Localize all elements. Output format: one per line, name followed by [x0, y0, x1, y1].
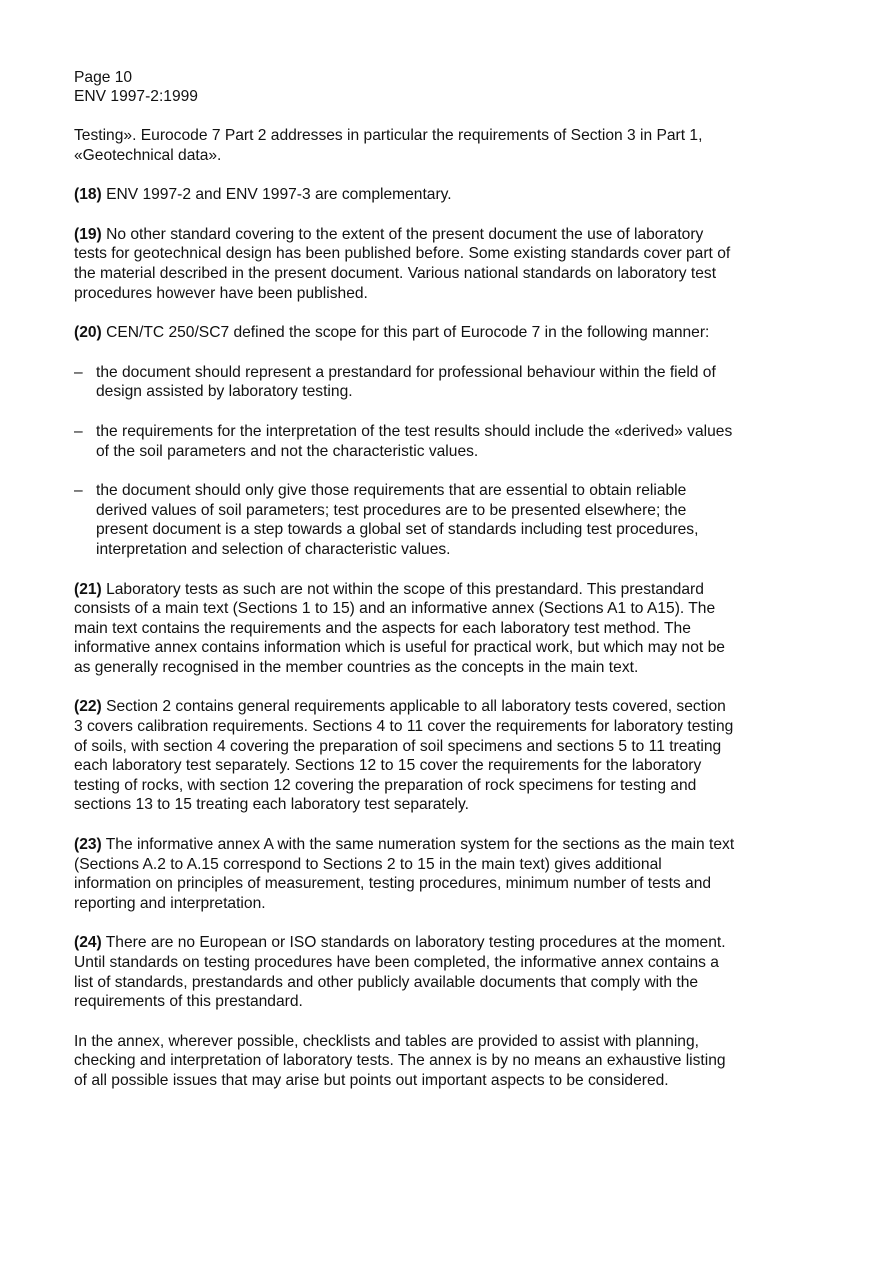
paragraph-18: [74, 185, 738, 205]
paragraph-22: [74, 697, 738, 815]
list-item-text: the requirements for the interpretation of the test results should include the «derived» values of the soil parameters and not the characteristic values.: [96, 422, 733, 460]
list-item-text: the document should represent a prestandard for professional behaviour within the field of design assisted by laboratory testing.: [96, 363, 716, 401]
paragraph-number: (18): [74, 186, 102, 204]
paragraph-20: [74, 323, 738, 343]
paragraph-text: No other standard covering to the extent of the present document the use of laboratory tests for geotechnical design has been published before. Some existing standards cover part of the material described in the present document. Various national standards on laboratory test procedures however have been published.: [74, 225, 731, 302]
list-item-text: the document should only give those requirements that are essential to obtain reliable derived values of soil parameters; test procedures are to be presented elsewhere; the present document is a step towards a global set of standards including test procedures, interpretation and selection of characteristic values.: [96, 482, 699, 558]
paragraph-number: (20): [74, 324, 102, 342]
paragraph-text: The informative annex A with the same numeration system for the sections as the main text (Sections A.2 to A.15 correspond to Sections 2 to 15 in the main text) gives additional information on principles of measurement, testing procedures, minimum number of tests and reporting and interpretation.: [74, 836, 735, 912]
scope-list: [74, 363, 738, 560]
list-item: [74, 422, 738, 461]
paragraph-text: There are no European or ISO standards on laboratory testing procedures at the moment. Until standards on testing procedures have been completed, the informative annex contains a list of standards, prestandards and other publicly available documents that comply with the requirements of this prestandard.: [74, 934, 726, 1011]
paragraph-number: (19): [74, 225, 102, 243]
paragraph-17-continued: Testing». Eurocode 7 Part 2 addresses in particular the requirements of Section 3 in Part 1, «Geotechnical data».: [74, 127, 703, 164]
paragraph-number: (23): [74, 836, 102, 854]
paragraph-number: (21): [74, 580, 102, 598]
paragraph-23: [74, 835, 738, 913]
paragraph-21: [74, 580, 738, 678]
page-number: Page 10: [74, 69, 133, 86]
list-item: [74, 481, 738, 559]
paragraph-text: Section 2 contains general requirements applicable to all laboratory tests covered, section 3 covers calibration requirements. Sections 4 to 11 cover the requirements for laboratory testing of soils, with section 4 covering the preparation of soil specimens and sections 5 to 11 treating each laboratory test separately. Sections 12 to 15 cover the requirements for the laboratory testing of rocks, with section 12 covering the preparation of rock specimens for testing and sections 13 to 15 treating each laboratory test separately.: [74, 698, 734, 814]
paragraph-final: In the annex, wherever possible, checklists and tables are provided to assist with planning, checking and interpretation of laboratory tests. The annex is by no means an exhaustive listing of all possible issues that may arise but points out important aspects to be considered.: [74, 1032, 726, 1089]
paragraph-number: (24): [74, 934, 102, 952]
paragraph-number: (22): [74, 698, 102, 716]
paragraph-text: ENV 1997-2 and ENV 1997-3 are complementary.: [101, 186, 452, 204]
page-header: [74, 68, 738, 106]
paragraph-text: CEN/TC 250/SC7 defined the scope for this part of Eurocode 7 in the following manner:: [101, 324, 710, 342]
standard-code: ENV 1997-2:1999: [74, 88, 198, 105]
paragraph-19: [74, 225, 738, 303]
paragraph-text: Laboratory tests as such are not within the scope of this prestandard. This prestandard consists of a main text (Sections 1 to 15) and an informative annex (Sections A1 to A15). The main text contains the requirements and the aspects for each laboratory test method. The informative annex contains information which is useful for practical work, but which may not be as generally recognised in the member countries as the concepts in the main text.: [74, 580, 725, 676]
list-item: [74, 363, 738, 402]
dash-marker: –: [74, 422, 83, 440]
paragraph-24: [74, 933, 738, 1011]
dash-marker: –: [74, 363, 83, 381]
document-page: [74, 68, 738, 1111]
dash-marker: –: [74, 482, 83, 500]
